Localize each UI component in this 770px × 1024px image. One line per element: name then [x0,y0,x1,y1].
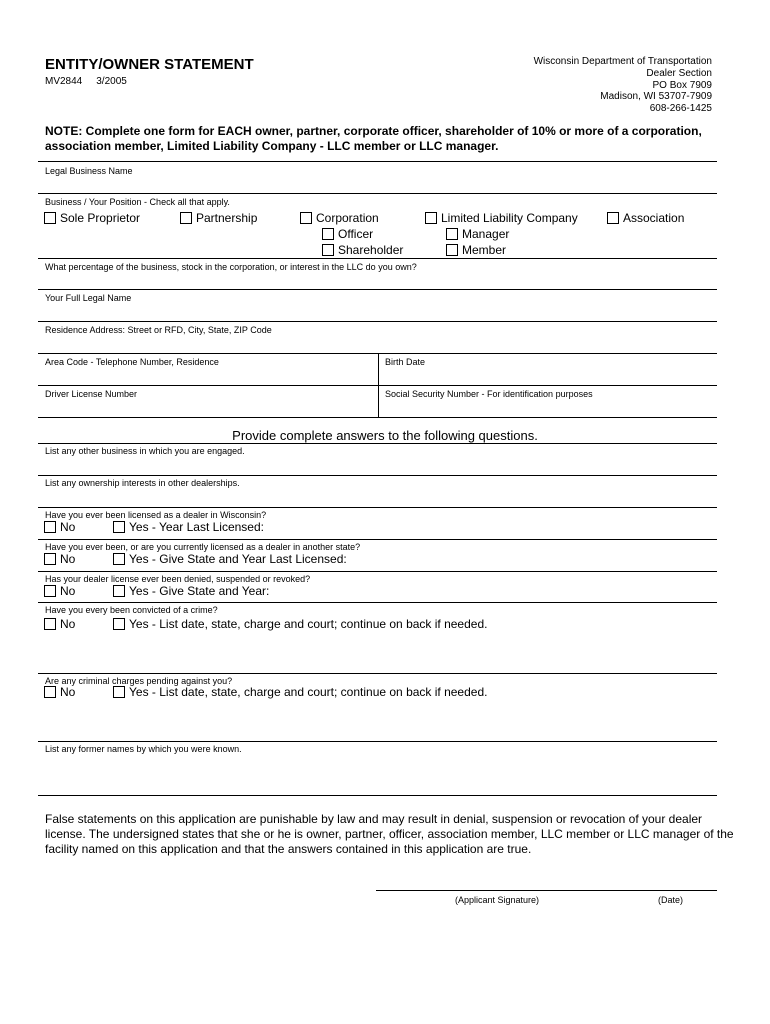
divider [38,741,717,742]
llc-option[interactable] [425,211,578,226]
former-names-label: List any former names by which you were known. [45,744,242,754]
option-label: Member [462,243,507,257]
business-position-label: Business / Your Position - Check all that apply. [45,197,230,207]
divider [38,795,717,796]
sole-proprietor-option[interactable] [44,211,140,226]
telephone-label: Area Code - Telephone Number, Residence [45,357,219,367]
option-label: Yes - Year Last Licensed: [129,520,264,534]
other-business-label: List any other business in which you are engaged. [45,446,245,456]
option-label: Shareholder [338,243,404,257]
checkbox[interactable] [44,618,56,630]
form-title: ENTITY/OWNER STATEMENT [45,56,254,73]
divider [38,475,717,476]
percentage-label: What percentage of the business, stock in the corporation, or interest in the LLC do you own? [45,262,417,272]
option-label: Officer [338,227,374,241]
checkbox[interactable] [180,212,192,224]
agency-city: Madison, WI 53707-7909 [600,91,712,103]
denied-label: Has your dealer license ever been denied, suspended or revoked? [45,574,311,584]
divider [38,539,717,540]
divider [38,571,717,572]
former-names-field[interactable] [40,756,716,792]
convicted-yes-option[interactable] [113,617,487,632]
signature-line [376,890,717,891]
birth-date-field[interactable] [382,369,716,383]
form-number: MV2844 [45,76,83,87]
checkbox[interactable] [113,618,125,630]
signature-field[interactable] [376,876,716,890]
officer-option[interactable] [322,227,373,242]
driver-license-label: Driver License Number [45,389,138,399]
checkbox[interactable] [113,521,125,533]
agency-name: Wisconsin Department of Transportation [533,56,712,67]
option-label: Yes - List date, state, charge and court; continue on back if needed. [129,685,488,699]
pending-no-option[interactable] [44,685,75,700]
checkbox[interactable] [446,244,458,256]
checkbox[interactable] [322,228,334,240]
telephone-field[interactable] [40,369,375,383]
checkbox[interactable] [44,212,56,224]
full-legal-name-label: Your Full Legal Name [45,293,132,303]
percentage-field[interactable] [40,274,716,288]
divider [38,258,717,259]
pending-label: Are any criminal charges pending against you? [45,676,233,686]
legal-business-name-label: Legal Business Name [45,166,133,176]
agency-address [534,56,712,115]
questions-heading: Provide complete answers to the following questions. [232,428,538,443]
applicant-signature-label: (Applicant Signature) [455,895,540,905]
licensed-other-yes-option[interactable] [113,552,347,567]
other-business-field[interactable] [40,458,716,472]
divider [38,385,717,386]
licensed-wi-yes-option[interactable] [113,520,264,535]
checkbox[interactable] [113,686,125,698]
checkbox[interactable] [425,212,437,224]
agency-phone: 608-266-1425 [649,103,712,115]
checkbox[interactable] [44,521,56,533]
divider [38,673,717,674]
divider [38,321,717,322]
ssn-field[interactable] [382,401,716,415]
checkbox[interactable] [44,553,56,565]
licensed-wi-label: Have you ever been licensed as a dealer in Wisconsin? [45,510,267,520]
option-label: No [60,552,76,566]
option-label: No [60,685,76,699]
checkbox[interactable] [322,244,334,256]
note: NOTE: Complete one form for EACH owner, partner, corporate officer, shareholder of 10% or more of a corporation, association member, Limited Liability Company - LLC member or LLC manager. [45,124,702,153]
member-option[interactable] [446,243,506,258]
option-label: Yes - Give State and Year: [129,584,270,598]
checkbox[interactable] [44,585,56,597]
residence-address-field[interactable] [40,337,716,351]
option-label: No [60,520,76,534]
convicted-no-option[interactable] [44,617,75,632]
full-legal-name-field[interactable] [40,305,716,319]
divider [38,602,717,603]
option-label: Association [623,211,685,225]
residence-address-label: Residence Address: Street or RFD, City, State, ZIP Code [45,325,272,335]
partnership-option[interactable] [180,211,257,226]
birth-date-label: Birth Date [385,357,426,367]
licensed-other-label: Have you ever been, or are you currently licensed as a dealer in another state? [45,542,361,552]
option-label: Corporation [316,211,379,225]
date-label: (Date) [658,895,684,905]
option-label: Partnership [196,211,258,225]
licensed-other-no-option[interactable] [44,552,75,567]
pending-details-field[interactable] [40,702,716,738]
checkbox[interactable] [446,228,458,240]
certification-statement: False statements on this application are punishable by law and may result in denial, suspension or revocation of your dealer license. The undersigned states that she or he is owner, partner, officer, association member, LLC member or LLC manager of the facility named on this application and that the answers contained in this application are true. [45,812,734,856]
divider [38,507,717,508]
agency-section: Dealer Section [646,67,712,79]
option-label: Limited Liability Company [441,211,578,225]
corporation-option[interactable] [300,211,379,226]
form-id [45,76,127,87]
shareholder-option[interactable] [322,243,403,258]
denied-no-option[interactable] [44,584,75,599]
divider [38,289,717,290]
ownership-interests-label: List any ownership interests in other dealerships. [45,478,240,488]
option-label: No [60,617,76,631]
ssn-label: Social Security Number - For identification purposes [385,389,593,399]
divider [38,417,717,418]
checkbox[interactable] [300,212,312,224]
licensed-wi-no-option[interactable] [44,520,75,535]
legal-business-name-field[interactable] [40,178,716,192]
checkbox[interactable] [113,585,125,597]
manager-option[interactable] [446,227,509,242]
option-label: Yes - List date, state, charge and court; continue on back if needed. [129,617,488,631]
ownership-interests-field[interactable] [40,490,716,504]
checkbox[interactable] [607,212,619,224]
option-label: No [60,584,76,598]
option-label: Sole Proprietor [60,211,141,225]
association-option[interactable] [607,211,684,226]
checkbox[interactable] [113,553,125,565]
driver-license-field[interactable] [40,401,375,415]
pending-yes-option[interactable] [113,685,487,700]
denied-yes-option[interactable] [113,584,269,599]
agency-po-box: PO Box 7909 [652,79,712,91]
convicted-label: Have you every been convicted of a crime? [45,605,218,615]
convicted-details-field[interactable] [40,634,716,670]
option-label: Yes - Give State and Year Last Licensed: [129,552,347,566]
divider [38,161,717,162]
checkbox[interactable] [44,686,56,698]
option-label: Manager [462,227,510,241]
divider [38,443,717,444]
form-date: 3/2005 [96,76,127,87]
divider [38,193,717,194]
